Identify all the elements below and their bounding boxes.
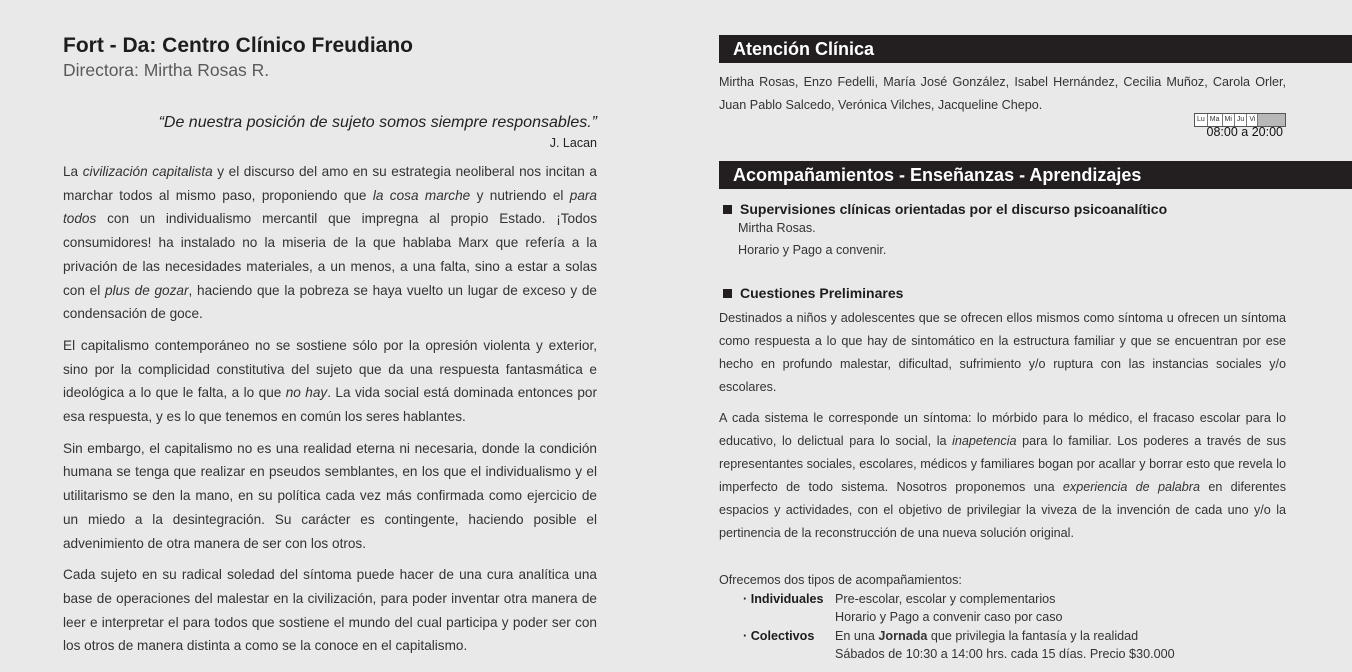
offer-individuales: · Individuales Pre-escolar, escolar y complementarios: [743, 591, 1056, 606]
schedule: [719, 117, 1286, 147]
offer-colectivos: · Colectivos En una Jornada que privilegia la fantasía y la realidad: [743, 628, 1139, 643]
paragraph-1: La civilización capitalista y el discurso del amo en su estrategia neoliberal nos incitan a marchar todos al mismo paso, proponiendo que la cosa marche y nutriendo el para todos con un individualismo mercantil que impregna al propio Estado. ¡Todos consumidores! ha instalado no la miseria de la que hablaba Marx que refería a la privación de las necesidades materiales, a un menos, a una falta, sino a estar a solas con el plus de gozar, haciendo que la pobreza se haya vuelto un lugar de exceso y de condensación de goce.: [63, 164, 597, 322]
opening-hours: 08:00 a 20:00: [1206, 125, 1283, 139]
section-header-acompanamientos: Acompañamientos - Enseñanzas - Aprendizajes: [719, 161, 1352, 189]
epigraph-author: J. Lacan: [549, 136, 597, 150]
supervisiones-heading: Supervisiones clínicas orientadas por el discurso psicoanalítico: [723, 201, 1352, 217]
paragraph-3: Sin embargo, el capitalismo no es una realidad eterna ni necesaria, donde la condición humana se tenga que realizar en pseudos semblantes, en los que el individualismo y el utilitarismo se den la mano, en su política cada vez más confirmada como ejercicio de un miedo a la desintegración. Su carácter es contingente, haciendo posible el advenimiento de otra manera de ser con los otros.: [63, 440, 597, 551]
paragraph-2: El capitalismo contemporáneo no se sostiene sólo por la opresión violenta y exterior, sino por la complicidad constitutiva del sujeto que da una respuesta fantasmática e ideológica a lo que le falta, a lo que no hay. La vida social está dominada entonces por esa respuesta, y es lo que tenemos en común los seres hablantes.: [63, 337, 597, 425]
cuestiones-heading: Cuestiones Preliminares: [723, 285, 1352, 301]
page-title: Fort - Da: Centro Clínico Freudiano: [63, 34, 413, 57]
cuestiones-paragraph-1: Destinados a niños y adolescentes que se ofrecen ellos mismos como síntoma u ofrecen un síntoma como respuesta a lo que hay de sintomático en la estructura familiar y que se encuentran por ese hecho en profundo malestar, dificultad, sufrimiento y/o ruptura con las instancias sociales y/o escolares.: [719, 311, 1286, 394]
offer-list: Ofrecemos dos tipos de acompañamientos: · Individuales Pre-escolar, escolar y complementarios Horario y Pago a convenir caso por caso · Colectivos En una Jornada que privilegia la fantasía y la realidad Sábados de 10:30 a 14:00 hrs. cada 15 días. Precio $30.000: [719, 571, 1352, 664]
right-column: [719, 35, 1352, 664]
square-bullet-icon: [723, 205, 732, 214]
square-bullet-icon: [723, 289, 732, 298]
day-friday: Vi: [1247, 114, 1258, 126]
day-tuesday: Ma: [1208, 114, 1223, 126]
paragraph-4: Cada sujeto en su radical soledad del síntoma puede hacer de una cura analítica una base de operaciones del malestar en la civilización, para poder inventar otra manera de leer e interpretar el para todos que sostiene el mundo del cual participa y poder ser con los otros de manera distinta a como se la conoce en el capitalismo.: [63, 567, 597, 654]
offer-intro: Ofrecemos dos tipos de acompañamientos:: [719, 573, 962, 587]
left-column: [63, 34, 597, 658]
epigraph-quote: “De nuestra posición de sujeto somos siempre responsables.”: [158, 114, 597, 131]
day-thursday: Ju: [1235, 114, 1247, 126]
page-subtitle: Directora: Mirtha Rosas R.: [63, 60, 270, 80]
supervisiones-info: Horario y Pago a convenir.: [738, 243, 887, 257]
supervisiones-name: Mirtha Rosas.: [738, 221, 816, 235]
day-monday: Lu: [1195, 114, 1208, 126]
clinician-names: Mirtha Rosas, Enzo Fedelli, María José González, Isabel Hernández, Cecilia Muñoz, Carola Orler, Juan Pablo Salcedo, Verónica Vilches, Jacqueline Chepo.: [719, 75, 1286, 112]
section-header-atencion: Atención Clínica: [719, 35, 1352, 63]
day-wednesday: Mi: [1223, 114, 1235, 126]
cuestiones-paragraph-2: A cada sistema le corresponde un síntoma: lo mórbido para lo médico, el fracaso escolar para lo educativo, lo delictual para lo social, la inapetencia para lo familiar. Los poderes a través de sus representantes sociales, escolares, médicos y familiares bogan por acallar y borrar esto que revela lo imperfecto de todo sistema. Nosotros proponemos una experiencia de palabra en diferentes espacios y actividades, con el objetivo de privilegiar la viveza de la invención de cada uno y/o la pertinencia de la reconstrucción de una nueva solución original.: [719, 411, 1286, 540]
